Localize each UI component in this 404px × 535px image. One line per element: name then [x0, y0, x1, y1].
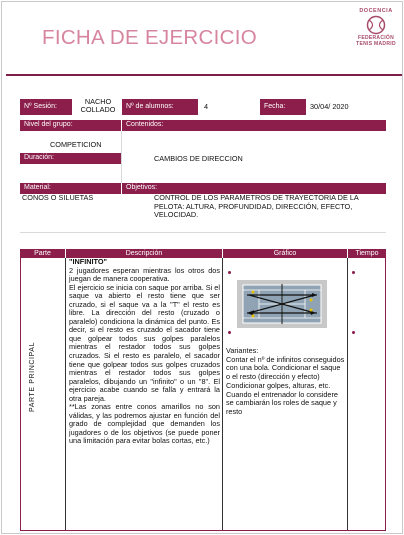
bullet-dot [228, 331, 231, 334]
material-label: Material: [20, 183, 121, 194]
level-label: Nivel del grupo: [20, 120, 121, 131]
th-grafico: Gráfico [223, 249, 347, 258]
table-left-border [20, 258, 21, 530]
objectives-label: Objetivos: [122, 183, 386, 194]
session-label: Nº Sesión: [20, 99, 72, 115]
federation-logo [348, 8, 404, 47]
th-parte: Parte [20, 249, 65, 258]
info-separator [121, 131, 122, 183]
tennis-court-diagram [237, 280, 327, 328]
level-value: COMPETICION [50, 140, 102, 149]
variants-title: Variantes: [226, 346, 259, 355]
description-p2: El ejercicio se inicia con saque por arriba. Si el saque va abierto el resto tiene que ser cruzado, si el saque va a la "T" el resto es libre. La dirección del resto (cruzado o paralelo) condiciona la dinámica del punto. Es decir, si el resto es cruzado el sacador tiene que golpear todos sus golpes paralelos mientras el restador todos sus golpes cruzados. Si el resto es paralelo, el sacador tiene que golpear todos sus golpes cruzados mientras el restador todos sus golpes paralelos, dibujando un "infinito" o un "8". El ejercicio acabe cuando se falla y entrará la otra pareja. [69, 282, 220, 403]
th-descripcion: Descripción [66, 249, 222, 258]
session-value-line2: COLLADO [80, 105, 116, 114]
header-divider [6, 74, 402, 76]
students-label: Nº de alumnos: [122, 99, 198, 115]
exercise-name: "INFINITO" [69, 257, 107, 266]
exercise-sheet [1, 1, 403, 534]
bullet-dot [228, 271, 231, 274]
contents-label: Contenidos: [122, 120, 386, 131]
logo-line2: TENIS MADRID [356, 41, 396, 47]
description-p3: **Las zonas entre conos amarillos no son válidas, y las podremos ajustar en función del grado de complejidad que demanden los jugadores o de los objetivos (se puede poner una limitación para evitar bolas cortas, etc.) [69, 402, 220, 446]
table-bottom-border [20, 530, 386, 531]
date-value: 30/04/ 2020 [310, 102, 349, 111]
bullet-dot [352, 331, 355, 334]
logo-line1: FEDERACIÓN [357, 35, 395, 41]
objectives-value: CONTROL DE LOS PARAMETROS DE TRAYECTORIA DE LA PELOTA: ALTURA, PROFUNDIDAD, DIRECCIÓN, EFECTO, VELOCIDAD. [154, 193, 359, 220]
page-title: FICHA DE EJERCICIO [42, 26, 257, 49]
part-label: PARTE PRINCIPAL [29, 341, 36, 412]
exercise-description [69, 258, 220, 446]
th-tiempo: Tiempo [348, 249, 386, 258]
duration-label: Duración: [20, 153, 121, 164]
date-label: Fecha: [260, 99, 306, 115]
tennis-ball-icon [366, 15, 386, 35]
material-value: CONOS O SILUETAS [22, 193, 94, 202]
table-right-border [385, 258, 386, 530]
variants-block [226, 347, 346, 417]
students-value: 4 [204, 102, 209, 111]
col-sep-1 [65, 258, 66, 530]
session-value-line1: NACHO [84, 97, 112, 106]
info-bottom-line [20, 232, 386, 233]
bullet-dot [352, 271, 355, 274]
description-p1: 2 jugadores esperan mientras los otros dos juegan de manera cooperativa. [69, 265, 220, 284]
session-value [75, 98, 121, 114]
contents-value: CAMBIOS DE DIRECCION [154, 154, 243, 163]
variants-text: Contar el nº de infinitos conseguidos con una bola. Condicionar el saque o el resto (dirección y efecto) Condicionar golpes, alturas, etc. Cuando el entrenador lo considere se cambiarán los roles de saque y resto [226, 354, 345, 416]
col-sep-3 [347, 258, 348, 530]
logo-top-text: DOCENCIA [359, 8, 393, 14]
col-sep-2 [222, 258, 223, 530]
